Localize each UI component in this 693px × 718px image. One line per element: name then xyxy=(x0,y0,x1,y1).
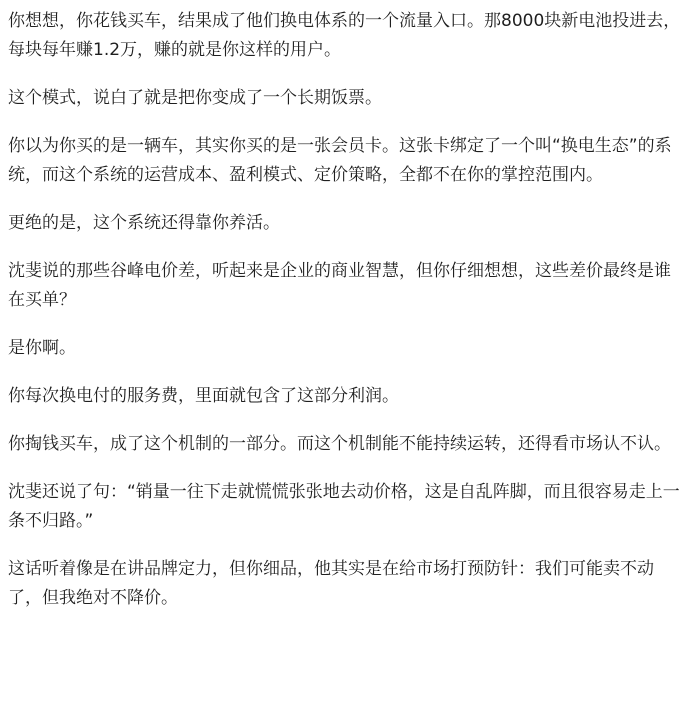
paragraph-5: 沈斐说的那些谷峰电价差，听起来是企业的商业智慧，但你仔细想想，这些差价最终是谁在买单？ xyxy=(8,261,671,310)
paragraph-2: 这个模式，说白了就是把你变成了一个长期饭票。 xyxy=(8,88,382,108)
paragraph-7: 你每次换电付的服务费，里面就包含了这部分利润。 xyxy=(8,386,399,406)
paragraph-4: 更绝的是，这个系统还得靠你养活。 xyxy=(8,213,280,233)
paragraph-8: 你掏钱买车，成了这个机制的一部分。而这个机制能不能持续运转，还得看市场认不认。 xyxy=(8,434,671,454)
paragraph-1: 你想想，你花钱买车，结果成了他们换电体系的一个流量入口。那8000块新电池投进去，每块每年赚1.2万，赚的就是你这样的用户。 xyxy=(8,11,681,60)
paragraph-6: 是你啊。 xyxy=(8,338,76,358)
paragraph-3: 你以为你买的是一辆车，其实你买的是一张会员卡。这张卡绑定了一个叫“换电生态”的系统，而这个系统的运营成本、盈利模式、定价策略，全都不在你的掌控范围内。 xyxy=(8,136,672,185)
paragraph-10: 这话听着像是在讲品牌定力，但你细品，他其实是在给市场打预防针：我们可能卖不动了，但我绝对不降价。 xyxy=(8,559,654,608)
paragraph-9: 沈斐还说了句：“销量一往下走就慌慌张张地去动价格，这是自乱阵脚，而且很容易走上一条不归路。” xyxy=(8,482,680,531)
